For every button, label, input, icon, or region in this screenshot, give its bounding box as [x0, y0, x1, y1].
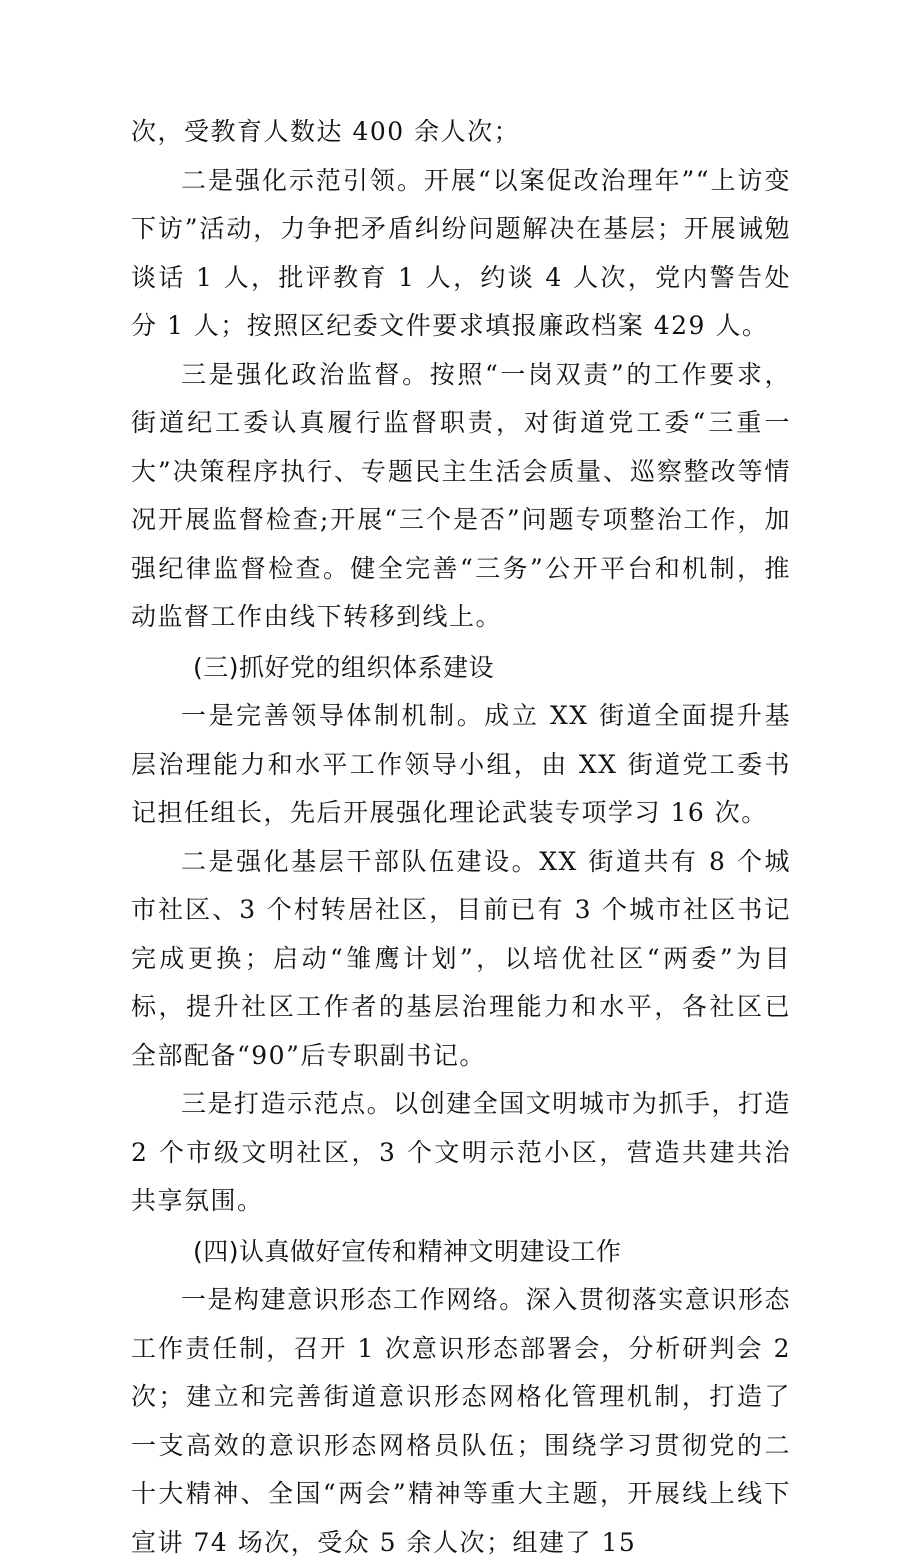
paragraph-demonstration-sites: 三是打造示范点。以创建全国文明城市为抓手，打造 2 个市级文明社区，3 个文明示范小区，营造共建共治共享氛围。 [131, 1089, 791, 1215]
paragraph-leadership-system: 一是完善领导体制机制。成立 XX 街道全面提升基层治理能力和水平工作领导小组，由 XX 街道党工委书记担任组长，先后开展强化理论武装专项学习 16 次。 [131, 701, 791, 827]
paragraph-ideology-network: 一是构建意识形态工作网络。深入贯彻落实意识形态工作责任制，召开 1 次意识形态部署会，分析研判会 2 次；建立和完善街道意识形态网格化管理机制，打造了一支高效的意识形态网格员队伍；围绕学习贯彻党的二十大精神、全国“两会”精神等重大主题，开展线上线下宣讲 74 场次，受众 5 余人次；组建了 15 [131, 1285, 791, 1557]
paragraph-continuation: 次，受教育人数达 400 余人次； [131, 117, 521, 146]
section-heading-organization: (三)抓好党的组织体系建设 [193, 652, 495, 682]
paragraph-cadre-team: 二是强化基层干部队伍建设。XX 街道共有 8 个城市社区、3 个村转居社区，目前已有 3 个城市社区书记完成更换；启动“雏鹰计划”，以培优社区“两委”为目标，提升社区工作者的基层治理能力和水平，各社区已全部配备“90”后专职副书记。 [131, 846, 791, 1070]
document-body [131, 108, 791, 1567]
paragraph-political-supervision: 三是强化政治监督。按照“一岗双责”的工作要求，街道纪工委认真履行监督职责，对街道党工委“三重一大”决策程序执行、专题民主生活会质量、巡察整改等情况开展监督检查;开展“三个是否”问题专项整治工作，加强纪律监督检查。健全完善“三务”公开平台和机制，推动监督工作由线下转移到线上。 [131, 359, 791, 631]
paragraph-demonstration: 二是强化示范引领。开展“以案促改治理年”“上访变下访”活动，力争把矛盾纠纷问题解决在基层；开展诫勉谈话 1 人，批评教育 1 人，约谈 4 人次，党内警告处分 1 人；按照区纪委文件要求填报廉政档案 429 人。 [131, 165, 791, 340]
section-heading-publicity: (四)认真做好宣传和精神文明建设工作 [193, 1236, 622, 1266]
